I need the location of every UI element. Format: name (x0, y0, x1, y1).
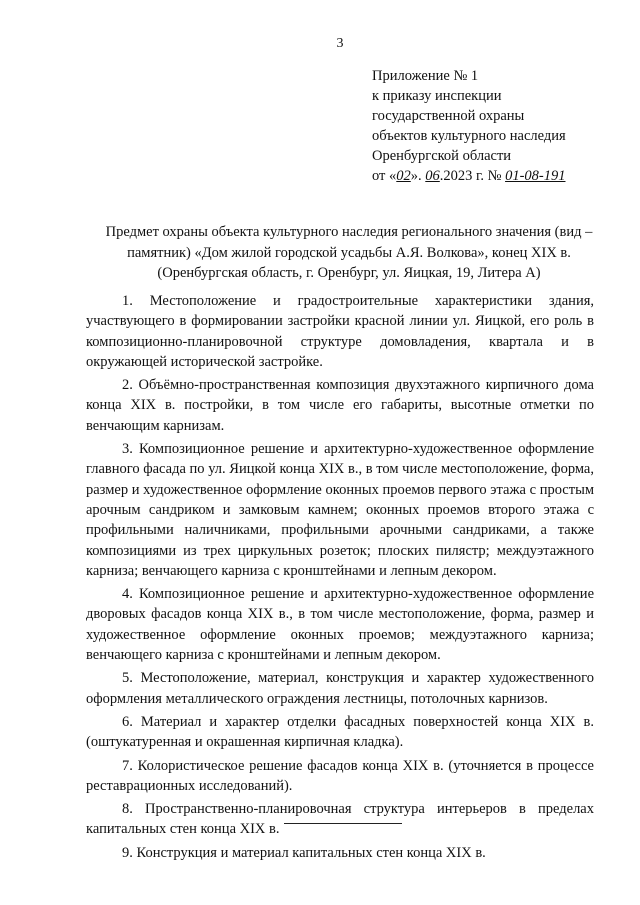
protection-item: 5. Местоположение, материал, конструкция и характер художественного оформления металлического ограждения лестницы, потолочных карнизов. (86, 670, 594, 707)
appendix-line: объектов культурного наследия (372, 128, 566, 144)
handwritten-order-number: 01-08-191 (505, 168, 566, 184)
end-divider (284, 823, 402, 824)
date-prefix: от « (372, 168, 397, 184)
appendix-line: к приказу инспекции (372, 88, 502, 104)
handwritten-month: 06 (425, 168, 440, 184)
appendix-line: Оренбургской области (372, 148, 512, 164)
page-number: 3 (336, 36, 344, 51)
document-title: Предмет охраны объекта культурного наследия регионального значения (вид – памятник) «Дом жилой городской усадьбы А.Я. Волкова», конец XIX в. (Оренбургская область, г. Оренбург, ул. Яицкая, 19, Литера А) (105, 224, 593, 281)
protection-item: 4. Композиционное решение и архитектурно-художественное оформление дворовых фасадов конца XIX в., в том числе местоположение, форма, размер и художественное оформление оконных проемов; междуэтажного карниза; венчающего карниза с кронштейнами и лепным декором. (86, 586, 594, 664)
order-date-line (372, 166, 622, 186)
appendix-header (372, 66, 622, 186)
appendix-line: Приложение № 1 (372, 68, 479, 84)
date-separator: ». (410, 168, 426, 184)
appendix-line: государственной охраны (372, 108, 525, 124)
protection-item: 3. Композиционное решение и архитектурно-художественное оформление главного фасада по ул. Яицкой конца XIX в., в том числе местоположение, форма, размер и художественное оформление оконных проемов первого этажа с простым арочным сандриком и замковым камнем; оконных проемов второго этажа с профильными наличниками, профильными арочными сандриками, а также композициями из трех циркульных розеток; плоских пилястр; междуэтажного карниза; венчающего карниза с кронштейнами и лепным декором. (86, 441, 594, 579)
protection-item: 1. Местоположение и градостроительные характеристики здания, участвующего в формировании застройки красной линии ул. Яицкой, его роль в композиционно-планировочной структуре домовладения, квартала и в окружающей исторической застройке. (86, 293, 594, 370)
protection-items-list (86, 291, 594, 866)
date-suffix: .2023 г. № (439, 168, 506, 184)
protection-item: 2. Объёмно-пространственная композиция двухэтажного кирпичного дома конца XIX в. постройки, в том числе его габариты, высотные отметки по венчающим карнизам. (86, 377, 594, 434)
protection-item: 9. Конструкция и материал капитальных стен конца XIX в. (122, 844, 486, 861)
handwritten-day: 02 (396, 168, 411, 184)
protection-item: 6. Материал и характер отделки фасадных поверхностей конца XIX в. (оштукатуренная и окрашенная кирпичная кладка). (86, 713, 594, 751)
protection-item: 7. Колористическое решение фасадов конца XIX в. (уточняется в процессе реставрационных исследований). (86, 757, 594, 794)
protection-item: 8. Пространственно-планировочная структура интерьеров в пределах капитальных стен конца XIX в. (86, 801, 594, 838)
